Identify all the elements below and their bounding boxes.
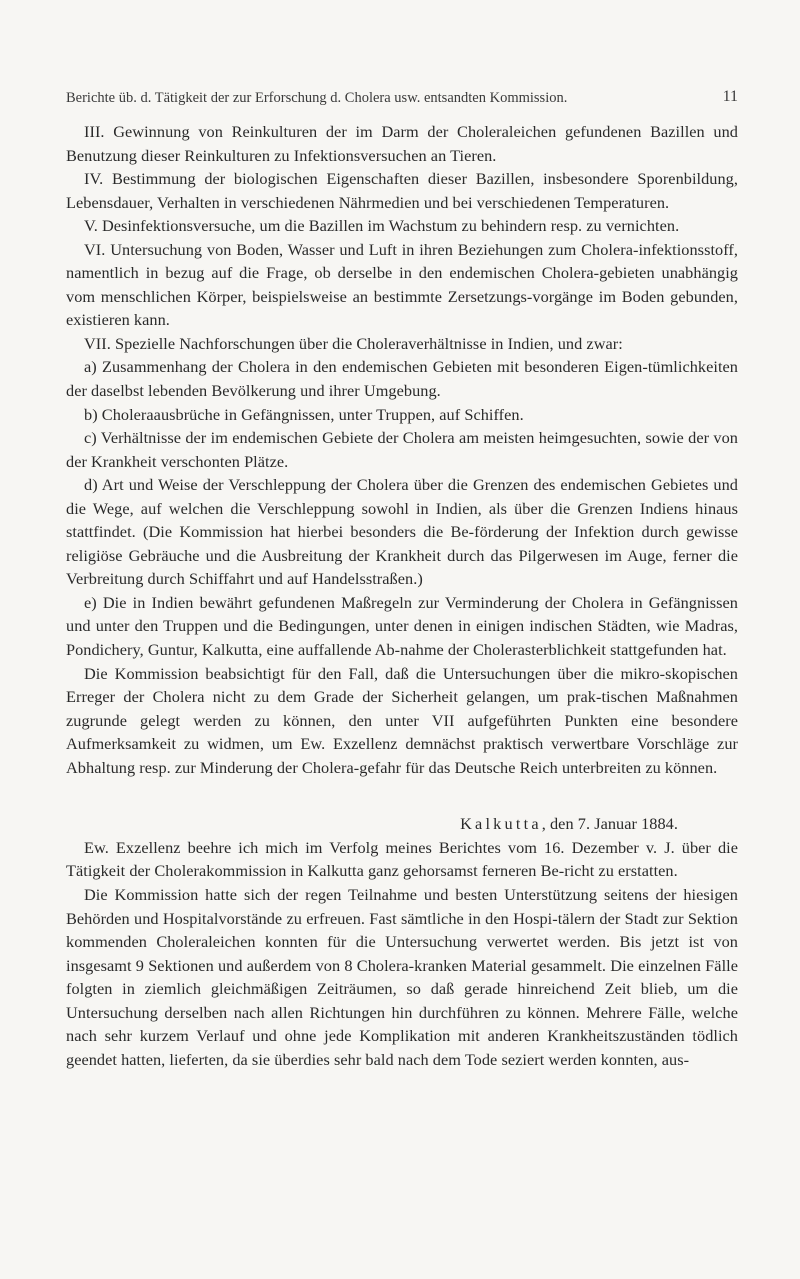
paragraph-vii-a: a) Zusammenhang der Cholera in den endemischen Gebieten mit besonderen Eigen-tümlichkeiten der daselbst lebenden Bevölkerung und ihrer Umgebung. [66, 357, 738, 401]
letter-body: Die Kommission hatte sich der regen Teilnahme und besten Unterstützung seitens der hiesigen Behörden und Hospitalvorstände zu erfreuen. Fast sämtliche in den Hospi-tälern der Stadt zur Sektion kommenden Choleraleichen konnten für die Untersuchung verwertet werden. Bis jetzt ist von insgesamt 9 Sektionen und außerdem von 8 Cholera-kranken Material gesammelt. Die einzelnen Fälle folgten in ziemlich gleichmäßigen Zeiträumen, so daß gerade hinreichend Zeit blieb, um die Untersuchung derselben nach allen Richtungen hin durchführen zu können. Mehrere Fälle, welche nach sehr kurzem Verlauf und ohne jede Komplikation mit anderen Krankheitszuständen tödlich geendet hatten, lieferten, da sie überdies sehr bald nach dem Tode seziert werden konnten, aus- [66, 884, 738, 1069]
dateline-date: , den 7. Januar 1884. [541, 814, 678, 834]
paragraph-iii: III. Gewinnung von Reinkulturen der im Darm der Choleraleichen gefundenen Bazillen und Benutzung dieser Reinkulturen zu Infektionsversuchen an Tieren. [66, 122, 738, 165]
running-header [66, 90, 738, 107]
paragraph-vii-d: d) Art und Weise der Verschleppung der Cholera über die Grenzen des endemischen Gebietes und die Wege, auf welchen die Verschleppung sowohl in Indien, als über die Grenzen Indiens hinaus stattfindet. (Die Kommission hat hierbei besonders die Be-förderung der Infektion durch gewisse religiöse Gebräuche und die Ausbreitung der Krankheit durch das Pilgerwesen im Auge, ferner die Verbreitung durch Schiffahrt und auf Handelsstraßen.) [66, 475, 738, 589]
paragraph-v: V. Desinfektionsversuche, um die Bazillen im Wachstum zu behindern resp. zu vernichten. [84, 216, 680, 236]
paragraph-iv: IV. Bestimmung der biologischen Eigenschaften dieser Bazillen, insbesondere Sporenbildung, Lebensdauer, Verhalten in verschiedenen Nährmedien und bei verschiedenen Temperaturen. [66, 169, 738, 212]
paragraph-vi: VI. Untersuchung von Boden, Wasser und Luft in ihren Beziehungen zum Cholera-infektionsstoff, namentlich in bezug auf die Frage, ob derselbe in den endemischen Cholera-gebieten unabhängig vom menschlichen Körper, beispielsweise an bestimmte Zersetzungs-vorgänge im Boden gebunden, existieren kann. [66, 239, 738, 330]
page-number: 11 [722, 88, 738, 105]
paragraph-vii-e: e) Die in Indien bewährt gefundenen Maßregeln zur Verminderung der Cholera in Gefängnissen und unter den Truppen und die Bedingungen, unter denen in einigen indischen Städten, wie Madras, Pondichery, Guntur, Kalkutta, eine auffallende Ab-nahme der Cholerasterblichkeit stattgefunden hat. [66, 592, 738, 660]
letter-opening: Ew. Exzellenz beehre ich mich im Verfolg meines Berichtes vom 16. Dezember v. J. über die Tätigkeit der Cholerakommission in Kalkutta ganz gehorsamst ferneren Be-richt zu erstatten. [66, 837, 738, 881]
running-title: Berichte üb. d. Tätigkeit der zur Erforschung d. Cholera usw. entsandten Kommission. [66, 90, 568, 106]
paragraph-commission-intent: Die Kommission beabsichtigt für den Fall, daß die Untersuchungen über die mikro-skopischen Erreger der Cholera nicht zu dem Grade der Sicherheit gelangen, um prak-tischen Maßnahmen zugrunde gelegt werden zu können, den unter VII aufgeführten Punkten eine besondere Aufmerksamkeit zu widmen, um Ew. Exzellenz demnächst praktisch verwertbare Vorschläge zur Abhaltung resp. zur Minderung der Cholera-gefahr für das Deutsche Reich unterbreiten zu können. [66, 663, 738, 777]
paragraph-vii-b: b) Choleraausbrüche in Gefängnissen, unter Truppen, auf Schiffen. [84, 404, 524, 424]
dateline [66, 812, 738, 836]
paragraph-vii: VII. Spezielle Nachforschungen über die Choleraverhältnisse in Indien, und zwar: [84, 333, 623, 353]
dateline-place: Kalkutta [460, 814, 542, 834]
paragraph-vii-c: c) Verhältnisse der im endemischen Gebiete der Cholera am meisten heimgesuchten, sowie der von der Krankheit verschonten Plätze. [66, 428, 738, 471]
body-text [66, 120, 738, 1071]
